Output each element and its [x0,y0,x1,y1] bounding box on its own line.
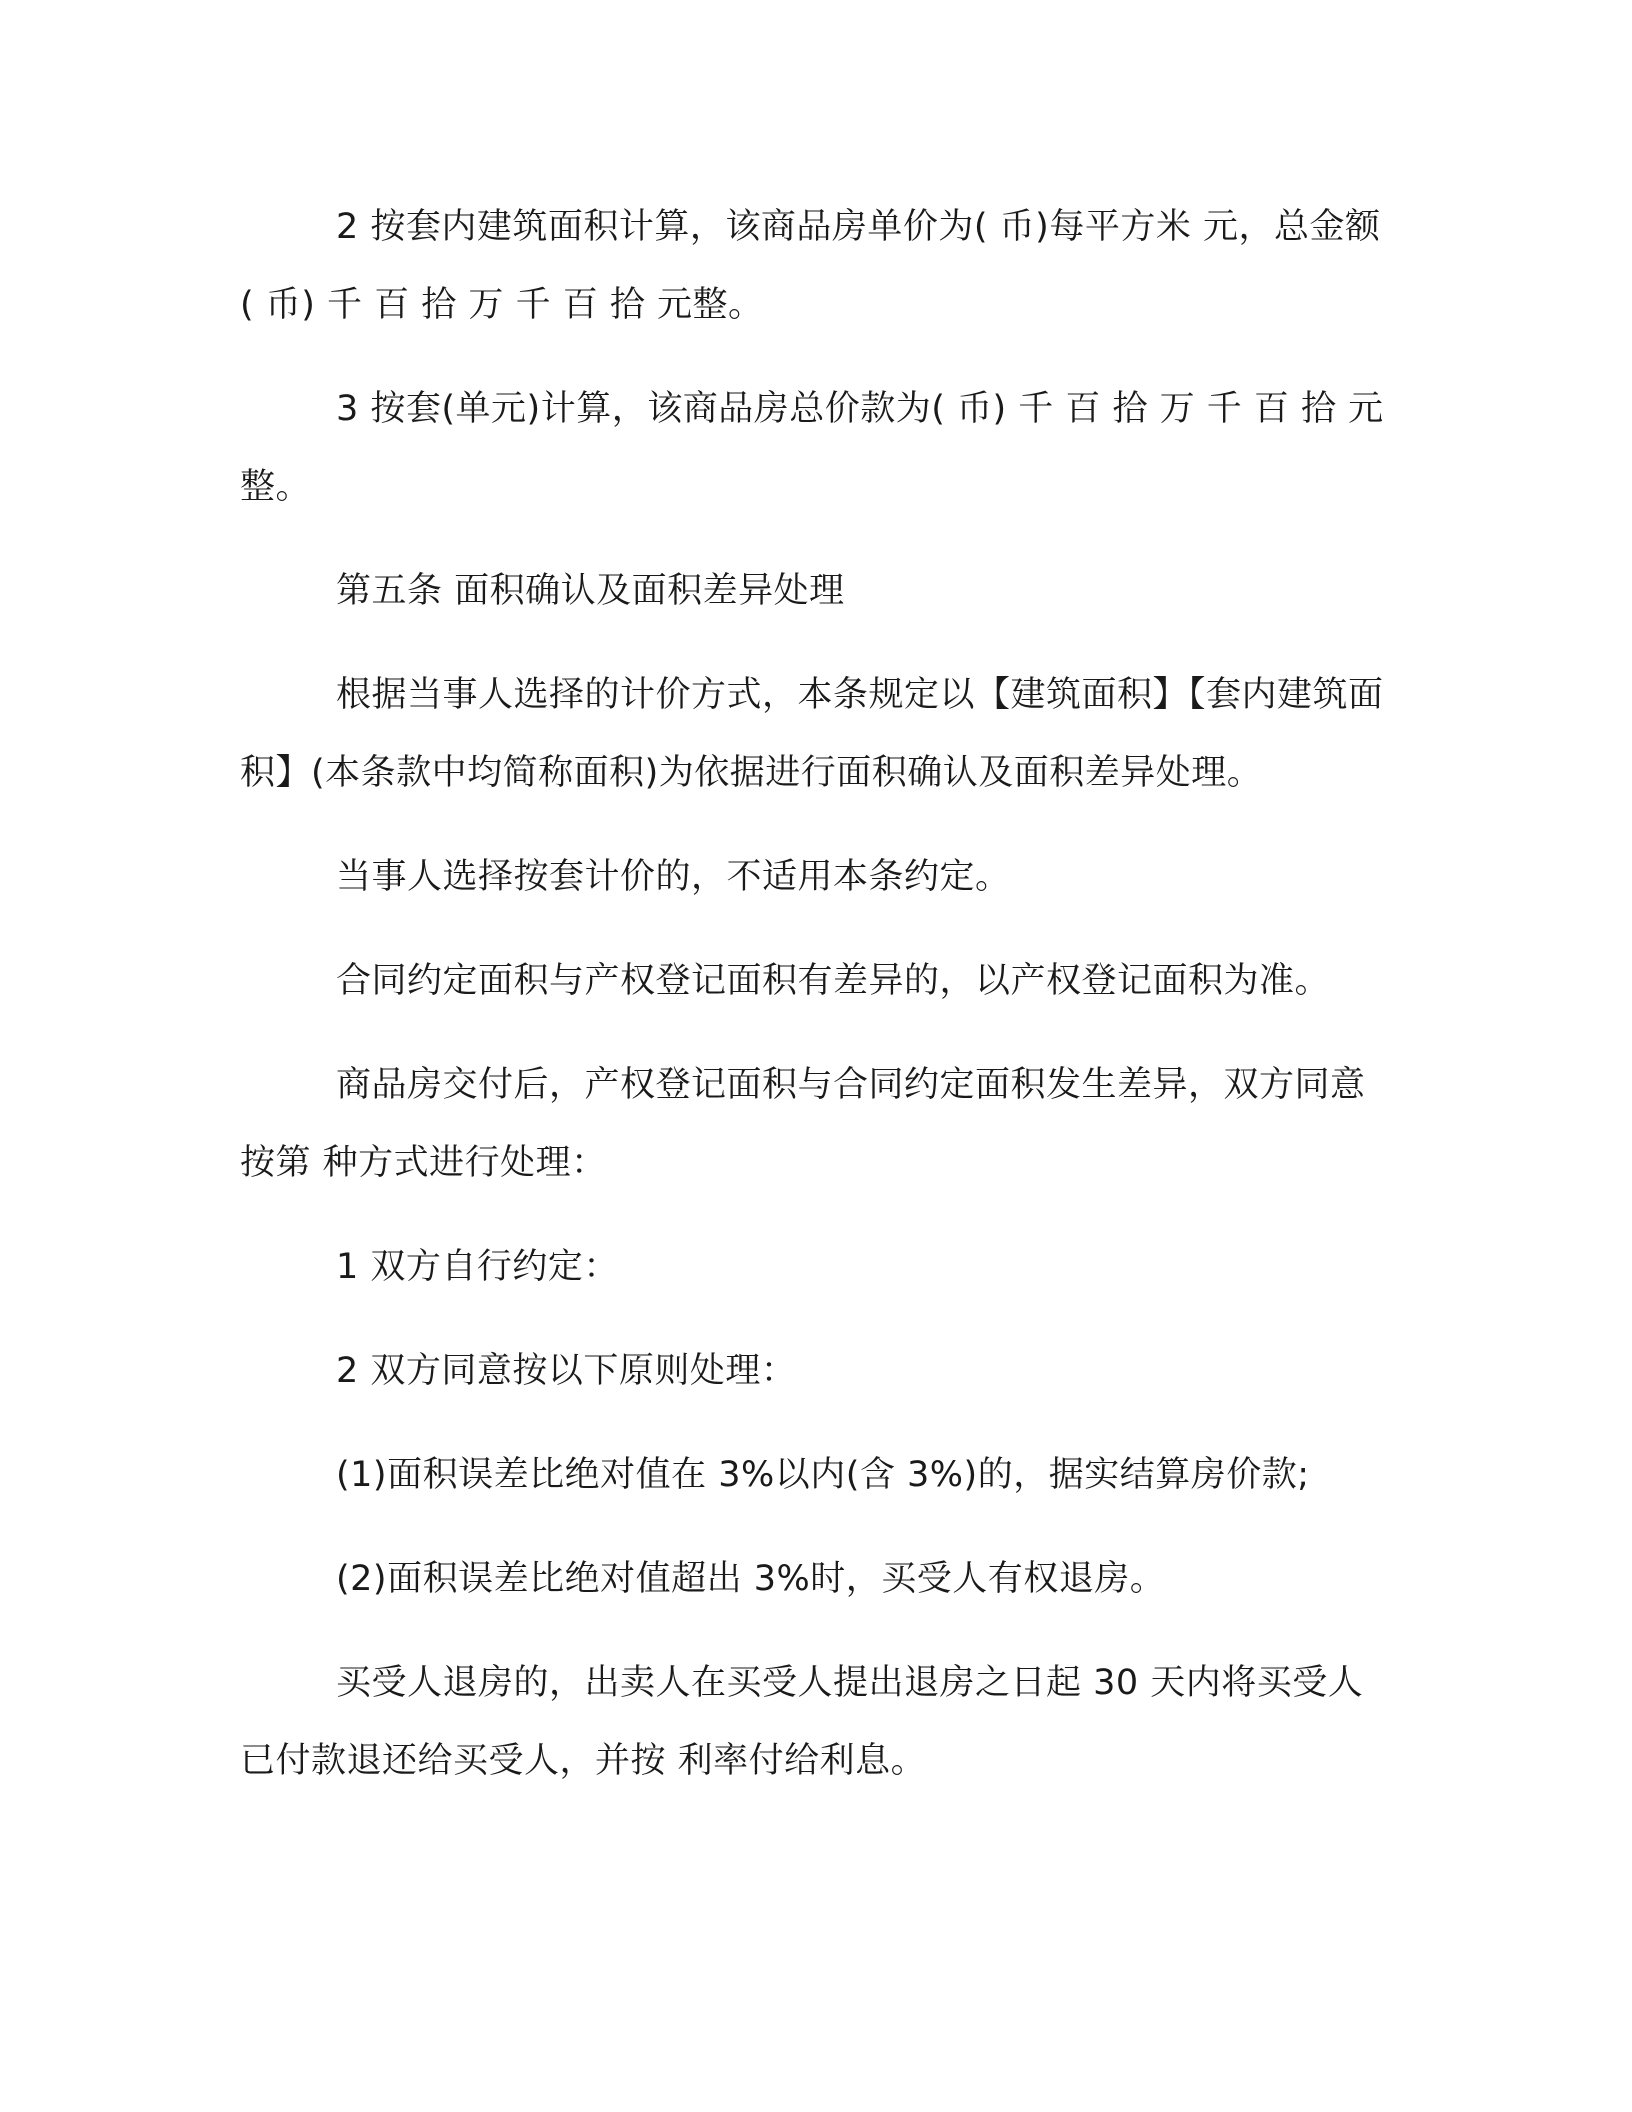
document-body [240,188,1390,1800]
paragraph-per-unit-exclusion: 当事人选择按套计价的，不适用本条约定。 [336,857,1011,897]
paragraph-unit-price: 2 按套内建筑面积计算，该商品房单价为( 币)每平方米 元，总金额( 币) 千 百 拾 万 千 百 拾 元整。 [240,207,1381,325]
paragraph-option-1: 1 双方自行约定： [336,1247,619,1287]
paragraph-refund: 买受人退房的，出卖人在买受人提出退房之日起 30 天内将买受人已付款退还给买受人，并按 利率付给利息。 [240,1663,1364,1781]
paragraph-option-2: 2 双方同意按以下原则处理： [336,1351,797,1391]
paragraph-area-basis: 根据当事人选择的计价方式，本条规定以【建筑面积】【套内建筑面积】(本条款中均简称面积)为依据进行面积确认及面积差异处理。 [240,675,1384,793]
paragraph-total-price: 3 按套(单元)计算，该商品房总价款为( 币) 千 百 拾 万 千 百 拾 元整。 [240,389,1384,507]
paragraph-registered-area-prevails: 合同约定面积与产权登记面积有差异的，以产权登记面积为准。 [336,961,1331,1001]
paragraph-rule-1: (1)面积误差比绝对值在 3%以内(含 3%)的，据实结算房价款; [336,1455,1310,1495]
section-heading-article-5: 第五条 面积确认及面积差异处理 [336,571,845,611]
paragraph-handling-method: 商品房交付后，产权登记面积与合同约定面积发生差异，双方同意按第 种方式进行处理： [240,1065,1366,1183]
paragraph-rule-2: (2)面积误差比绝对值超出 3%时，买受人有权退房。 [336,1559,1166,1599]
